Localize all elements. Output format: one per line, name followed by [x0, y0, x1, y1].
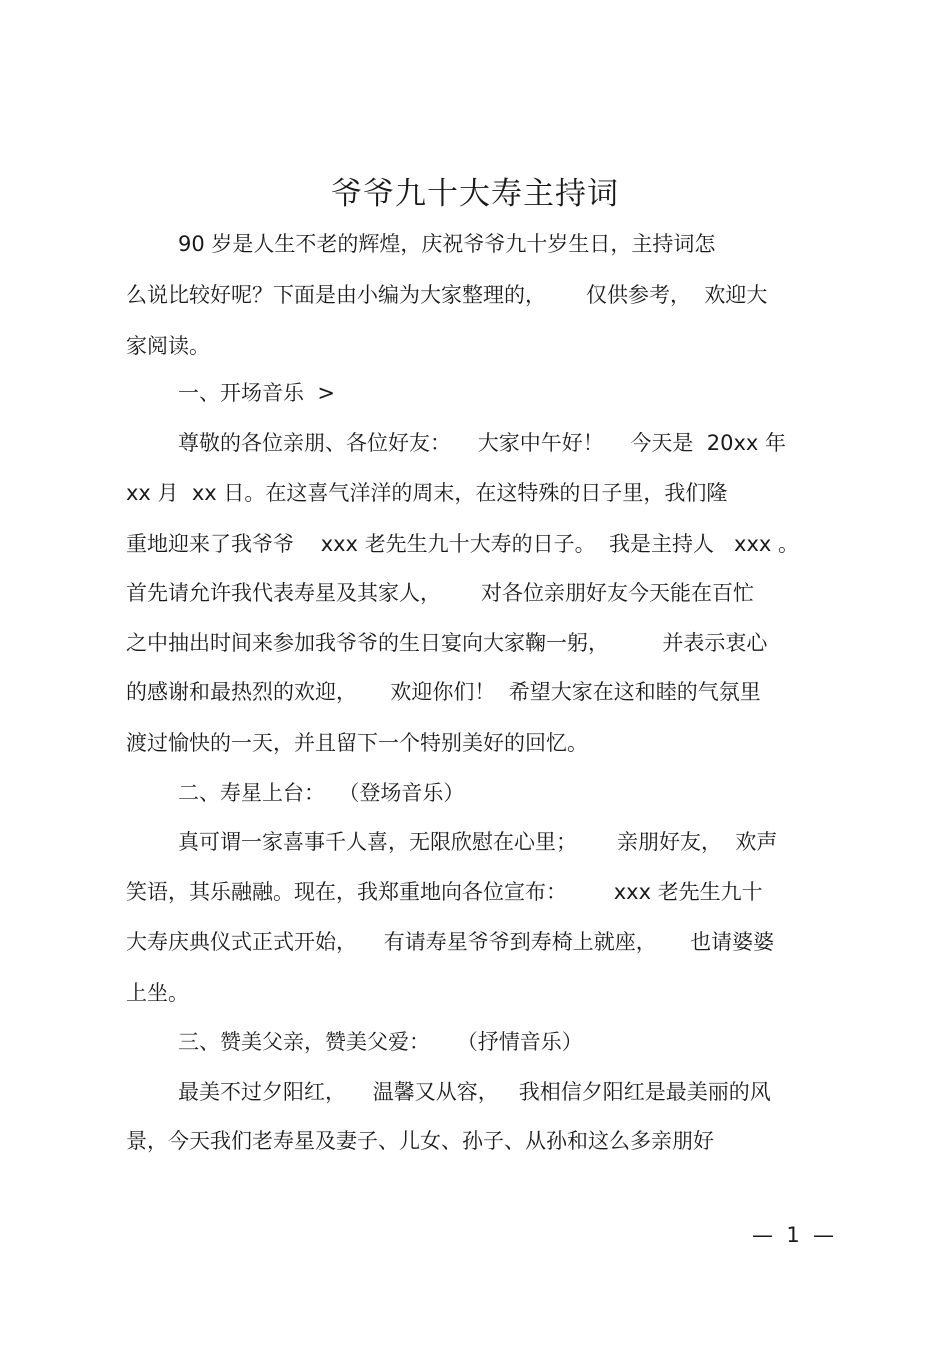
paragraph-line: 笑语，其乐融融。现在，我郑重地向各位宣布： xxx 老先生九十 — [126, 880, 763, 904]
paragraph-line: 首先请允许我代表寿星及其家人， 对各位亲朋好友今天能在百忙 — [126, 581, 755, 605]
paragraph-line: 么说比较好呢？下面是由小编为大家整理的， 仅供参考， 欢迎大 — [126, 283, 768, 307]
paragraph-line: 大寿庆典仪式正式开始， 有请寿星爷爷到寿椅上就座， 也请婆婆 — [126, 930, 775, 954]
page-number: — 1 — — [752, 1223, 835, 1247]
paragraph-line: 90 岁是人生不老的辉煌，庆祝爷爷九十岁生日，主持词怎 — [178, 232, 716, 256]
section-heading: 一、开场音乐 > — [178, 381, 335, 405]
section-heading: 二、寿星上台： （登场音乐） — [178, 781, 465, 805]
paragraph-line: 重地迎来了我爷爷 xxx 老先生九十大寿的日子。 我是主持人 xxx 。 — [126, 532, 799, 556]
paragraph-line: 尊敬的各位亲朋、各位好友： 大家中午好！ 今天是 20xx 年 — [178, 431, 787, 455]
paragraph-line: 景，今天我们老寿星及妻子、儿女、孙子、从孙和这么多亲朋好 — [126, 1129, 714, 1153]
paragraph-line: 渡过愉快的一天，并且留下一个特别美好的回忆。 — [126, 731, 588, 755]
paragraph-line: xx 月 xx 日。在这喜气洋洋的周末，在这特殊的日子里，我们隆 — [126, 481, 728, 505]
paragraph-line: 的感谢和最热烈的欢迎， 欢迎你们！ 希望大家在这和睦的气氛里 — [126, 680, 761, 704]
paragraph-line: 家阅读。 — [126, 334, 210, 358]
paragraph-line: 最美不过夕阳红， 温馨又从容， 我相信夕阳红是最美丽的风 — [178, 1080, 771, 1104]
paragraph-line: 真可谓一家喜事千人喜，无限欣慰在心里； 亲朋好友， 欢声 — [178, 830, 778, 854]
paragraph-line: 之中抽出时间来参加我爷爷的生日宴向大家鞠一躬， 并表示衷心 — [126, 631, 768, 655]
section-heading: 三、赞美父亲，赞美父爱： （抒情音乐） — [178, 1030, 583, 1054]
paragraph-line: 上坐。 — [126, 981, 189, 1005]
document-title: 爷爷九十大寿主持词 — [331, 176, 619, 212]
